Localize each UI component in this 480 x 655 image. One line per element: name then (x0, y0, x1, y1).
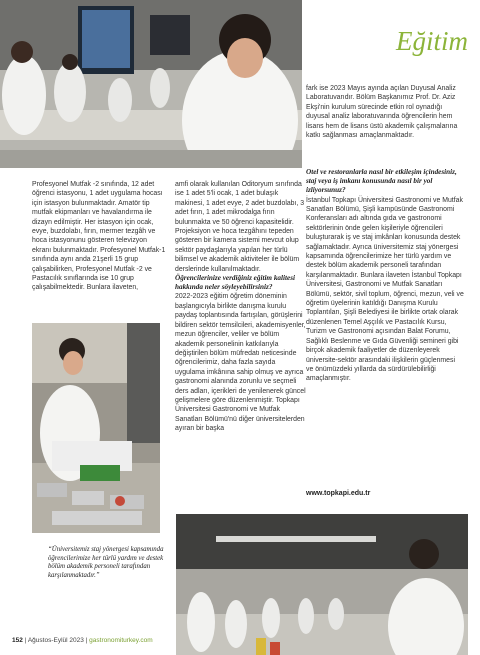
paragraph: fark ise 2023 Mayıs ayında açılan Duyusal Analiz Laboratuvarıdır. Bölüm Başkanımız Prof. Dr. Aziz Ekşi'nin kurulum sürecinde etkin rol oynadığı duyusal analiz laboratuvarında öğrencilerin hem lisans hem de lisans üstü akademik çalışmalarına katkı sağlanması amaçlanmaktadır. (306, 85, 458, 140)
left-column (32, 180, 166, 293)
page-number: 152 (12, 637, 23, 644)
pull-quote: “Üniversitemiz staj yönergesi kapsamında öğrencilerimize her türlü yardım ve destek bölüm akademik personeli tarafından karşılanmaktadır.” (48, 546, 164, 579)
paragraph: amfi olarak kullanılan Oditoryum sınıfında ise 1 adet 5'li ocak, 1 adet bulaşık makinesi, 1 adet evye, 2 adet buzdolabı, 3 adet fırın, 1 adet mikrodalga fırın bulunmakta ve 50 öğrenci kapasitelidir. Projeksiyon ve hoca tezgâhını tepeden gösteren bir kamera sistemi mevcut olup sektör paydaşlarıyla yapılan her türlü bilimsel ve akademik aktiviteler ile bölüm derslerinde kullanılmaktadır. (175, 181, 305, 273)
question-heading: Öğrencilerinize verdiğiniz eğitim kalitesi hakkında neler söyleyebilirsiniz? (175, 274, 295, 292)
kitchen-lab-photo (176, 514, 468, 655)
middle-column (175, 180, 307, 434)
question-heading: Otel ve restoranlarla nasıl bir etkileşim içindesiniz, staj veya iş imkanı konusunda nasıl bir yol izliyorsunuz? (306, 168, 457, 195)
section-title: Eğitim (396, 26, 468, 56)
page-footer (12, 637, 153, 644)
issue-date: Ağustos-Eylül 2023 (27, 637, 84, 644)
separator: | (85, 637, 88, 644)
paragraph: 2022-2023 eğitim öğretim döneminin başlangıcıyla birlikte danışma kurulu paydaş toplantısında fartışılan, görüşlerini bildiren sektör temsilcileri, akademisyenler, mezun öğrenciler, veliler ve bölüm akademik personelinin katkılarıyla değiştirilen bölüm müfredatı neticesinde öğrencilerimiz, daha fazla sayıda uygulama imkânına sahip olmuş ve ayrıca gastronomi alanında zorunlu ve seçmeli ders adları, içerikleri de yenilenerek güncel gelişmelere göre düzenlenmiştir. Topkapı Üniversitesi Gastronomi ve Mutfak Sanatları Bölümü'nü diğer üniversitelerden ayıran bir başka (175, 293, 306, 433)
kitchen-class-photo (0, 0, 302, 168)
chef-photo (32, 323, 160, 533)
paragraph: İstanbul Topkapı Üniversitesi Gastronomi ve Mutfak Sanatları Bölümü, Şişli kampüsünde Gastronomi Konferansları adı altında gıda ve gastronomi sektörlerinin önde gelen kişileriyle öğrencileri buluşturarak iş ve staj imkânları konusunda destek sağlamaktadır. Ayrıca üniversitemiz staj yönergesi kapsamında öğrencilerimize her türlü yardım ve destek bölüm akademik personeli tarafından karşılanmaktadır. Bunlara ilaveten İstanbul Topkapı Üniversitesi, Gastronomi ve Mutfak Sanatları Bölümü, sektör, sivil toplum, öğrenci, mezun, veli ve öğretim üyelerinin katıldığı Danışma Kurulu Toplantıları, Şişli Belediyesi ile birlikte ortak olarak düzenlenen Temel Aşçılık ve Pastacılık Kursu, Turizm ve Gastronomi açısından Balat Forumu, Sağlıklı Beslenme ve Gıda Güvenliği semineri gibi birçok akademik faaliyetler de düzenleyerek üniversite-sektör arasındaki ilişkilerin güçlenmesi ve önümüzdeki yıllarda da sürdürülebilirliği amaçlanmıştır. (306, 196, 464, 383)
right-column-top (306, 84, 466, 140)
right-column (306, 168, 464, 384)
paragraph: Profesyonel Mutfak -2 sınıfında, 12 adet öğrenci istasyonu, 1 adet uygulama hocası için istasyon bulunmaktadır. Amatör tip mutfak ekipmanları ve havalandırma ile dizayn edilmiştir. Her istasyon için ocak, evye, buzdolabı, fırın, mermer tezgâh ve hoca istasyonunu gösteren televizyon ekranı bulunmaktadır. Profesyonel Mutfak-1 sınıfında aynı anda 21şerli 15 grup çalışabilirken, Profesyonel Mutfak -2 ve Pastacılık sınıflarında ise 10 grup çalışabilmektedir. Bunlara ilaveten, (32, 181, 166, 292)
separator: | (24, 637, 27, 644)
magazine-site[interactable]: gastronomiturkey.com (89, 637, 153, 644)
website-link[interactable]: www.topkapi.edu.tr (306, 490, 371, 497)
